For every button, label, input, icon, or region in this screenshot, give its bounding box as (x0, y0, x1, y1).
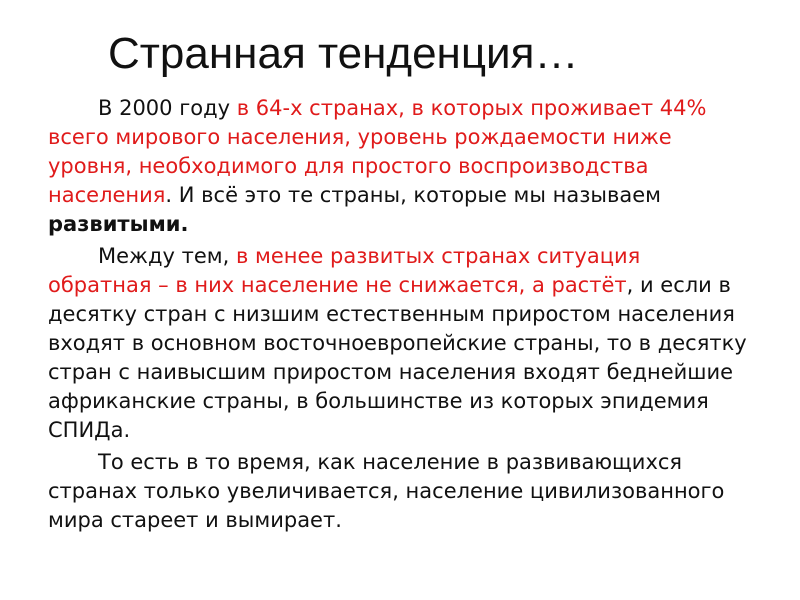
paragraph-1-highlight: в 64-х странах, в которых проживает 44% всего мирового населения, уровень рождаемости ниже уровня, необходимого для простого воспроизводства населения (48, 96, 707, 207)
paragraph-3 (48, 448, 750, 535)
paragraph-2-text: Между тем, (98, 244, 236, 268)
paragraph-2-text-continued: , и если в десятку стран с низшим естественным приростом населения входят в основном восточноевропейские страны, то в десятку стран с наивысшим приростом населения входят беднейшие африканские страны, в большинстве из которых эпидемия СПИДа. (48, 273, 747, 442)
paragraph-1 (48, 94, 750, 239)
paragraph-1-text: В 2000 году (98, 96, 237, 120)
paragraph-1-text-continued: . И всё это те страны, которые мы называем (165, 183, 661, 207)
paragraph-3-text: То есть в то время, как население в развивающихся странах только увеличивается, население цивилизованного мира стареет и вымирает. (48, 450, 725, 532)
paragraph-1-bold-term: развитыми. (48, 212, 189, 236)
slide-title: Странная тенденция… (108, 29, 579, 78)
paragraph-2-highlight: в менее развитых странах ситуация обратная – в них население не снижается, а растёт (48, 244, 641, 297)
paragraph-2 (48, 242, 750, 445)
slide-body (48, 94, 750, 535)
